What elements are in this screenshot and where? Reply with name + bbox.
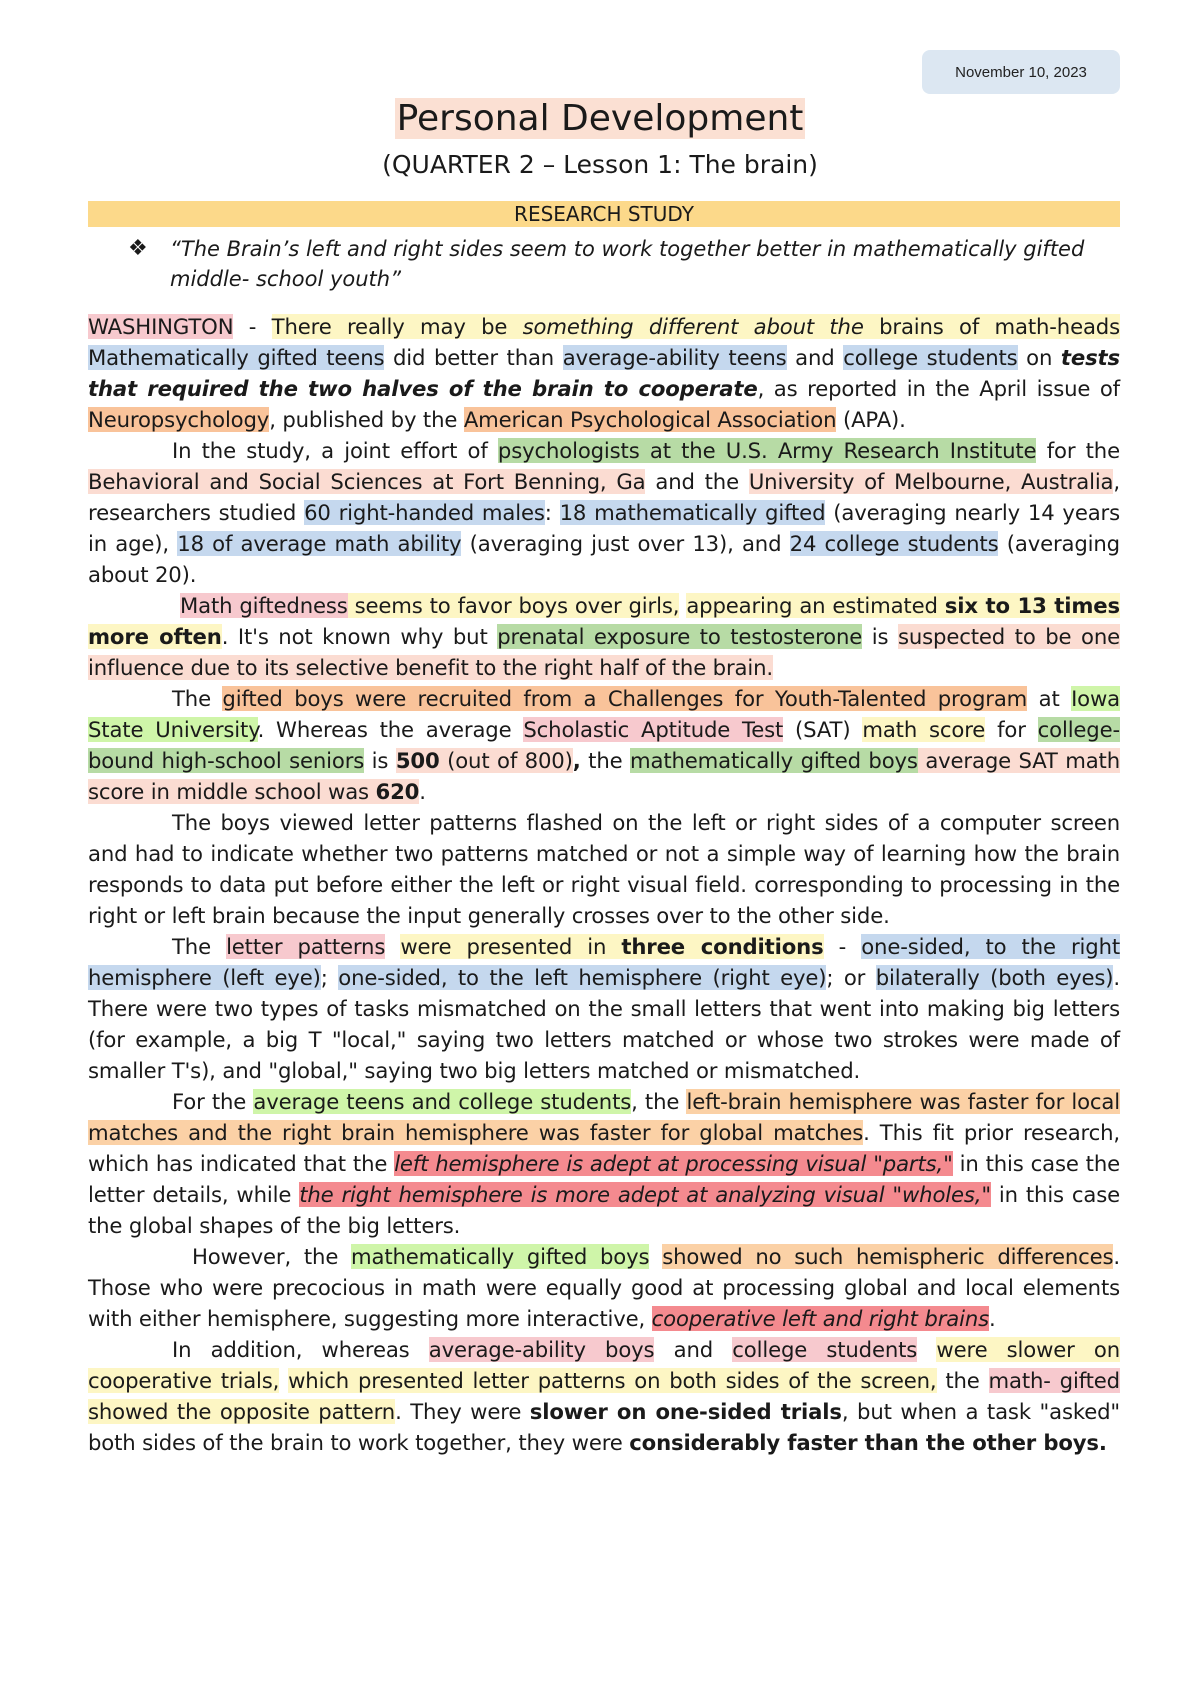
paragraph-2: In the study, a joint effort of psychologists at the U.S. Army Research Institute for the Behavioral and Social Sciences at Fort Benning, Ga and the University of Melbourne, Australia, researchers studied 60 right-handed males: 18 mathematically gifted (averaging nearly 14 years in age), 18 of average math ability (averaging just over 13), and 24 college students (averaging about 20). [88, 438, 1120, 587]
page-subtitle: (QUARTER 2 – Lesson 1: The brain) [382, 150, 818, 179]
paragraph-4: The gifted boys were recruited from a Challenges for Youth-Talented program at Iowa State University. Whereas the average Scholastic Aptitude Test (SAT) math score for college-bound high-school seniors is 500 (out of 800), the mathematically gifted boys average SAT math score in middle school was 620. [88, 686, 1120, 804]
paragraph-8: However, the mathematically gifted boys showed no such hemispheric differences. Those who were precocious in math were equally good at processing global and local elements with either hemisphere, suggesting more interactive, cooperative left and right brains. [88, 1244, 1120, 1331]
date-badge: November 10, 2023 [922, 50, 1120, 94]
page-title: Personal Development [396, 98, 804, 139]
paragraph-1: WASHINGTON - There really may be something different about the brains of math-heads Mathematically gifted teens did better than average-ability teens and college students on tests that required the two halves of the brain to cooperate, as reported in the April issue of Neuropsychology, published by the American Psychological Association (APA). [88, 314, 1120, 432]
diamond-bullet-icon: ❖ [128, 236, 148, 261]
paragraph-3: Math giftedness seems to favor boys over girls, appearing an estimated six to 13 times more often. It's not known why but prenatal exposure to testosterone is suspected to be one influence due to its selective benefit to the right half of the brain. [88, 593, 1120, 680]
paragraph-9: In addition, whereas average-ability boys and college students were slower on cooperative trials, which presented letter patterns on both sides of the screen, the math- gifted showed the opposite pattern. They were slower on one-sided trials, but when a task "asked" both sides of the brain to work together, they were considerably faster than the other boys. [88, 1337, 1121, 1455]
paragraph-6: The letter patterns were presented in three conditions - one-sided, to the right hemisphere (left eye); one-sided, to the left hemisphere (right eye); or bilaterally (both eyes). There were two types of tasks mismatched on the small letters that went into making big letters (for example, a big T "local," saying two letters matched or whose two strokes were made of smaller T's), and "global," saying two big letters matched or mismatched. [88, 934, 1121, 1083]
paragraph-5: The boys viewed letter patterns flashed on the left or right sides of a computer screen and had to indicate whether two patterns matched or not a simple way of learning how the brain responds to data put before either the left or right visual field. corresponding to processing in the right or left brain because the input generally crosses over to the other side. [88, 810, 1120, 928]
paragraph-7: For the average teens and college students, the left-brain hemisphere was faster for local matches and the right brain hemisphere was faster for global matches. This fit prior research, which has indicated that the left hemisphere is adept at processing visual "parts," in this case the letter details, while the right hemisphere is more adept at analyzing visual "wholes," in this case the global shapes of the big letters. [88, 1089, 1121, 1238]
study-quote: “The Brain’s left and right sides seem to work together better in mathematically gifted middle- school youth” [170, 237, 1085, 291]
page-title-wrap [0, 98, 1200, 139]
section-banner: RESEARCH STUDY [88, 201, 1120, 227]
article-body [88, 311, 1120, 1458]
